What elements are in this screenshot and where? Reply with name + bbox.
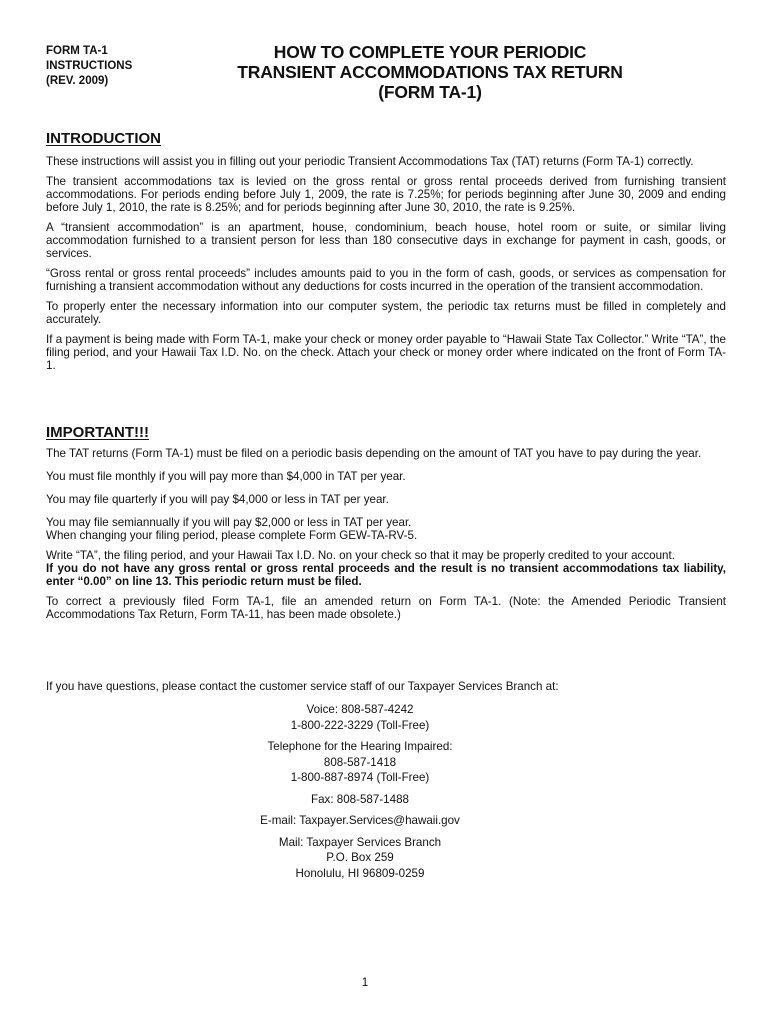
important-paragraph: The TAT returns (Form TA-1) must be filed on a periodic basis depending on the amount of TAT you have to pay during the year.: [46, 447, 702, 460]
introduction-body: [46, 155, 726, 379]
page-title: [200, 42, 660, 102]
form-number: FORM TA-1: [46, 45, 108, 57]
form-identifier: [46, 44, 132, 89]
important-bold-paragraph: If you do not have any gross rental or gross rental proceeds and the result is no transient accommodations tax liability, enter “0.00” on line 13. This periodic return must be filed.: [46, 562, 726, 588]
hearing-tollfree: 1-800-887-8974 (Toll-Free): [290, 771, 430, 784]
title-line-1: HOW TO COMPLETE YOUR PERIODIC: [273, 42, 587, 62]
mail-city: Honolulu, HI 96809-0259: [295, 866, 425, 880]
intro-paragraph: The transient accommodations tax is levied on the gross rental or gross rental proceeds derived from furnishing transient accommodations. For periods ending before July 1, 2009, the rate is 7.25%; for periods beginning after June 30, 2009 and ending before July 1, 2010, the rate is 8.25%; and for periods beginning after June 30, 2010, the rate is 9.25%.: [46, 175, 726, 214]
voice-number: Voice: 808-587-4242: [306, 703, 414, 716]
intro-paragraph: “Gross rental or gross rental proceeds” includes amounts paid to you in the form of cash, goods, or services as compensation for furnishing a transient accommodation without any deductions for costs incurred in the operation of the transient accommodation.: [46, 267, 726, 293]
voice-group: [160, 702, 560, 733]
voice-tollfree: 1-800-222-3229 (Toll-Free): [290, 718, 430, 732]
important-paragraph: When changing your filing period, please complete Form GEW-TA-RV-5.: [46, 529, 418, 542]
mail-group: [160, 835, 560, 882]
mail-recipient: Mail: Taxpayer Services Branch: [278, 835, 442, 849]
form-revision: (REV. 2009): [46, 75, 109, 87]
page-number: 1: [361, 976, 369, 989]
introduction-heading: INTRODUCTION: [46, 130, 161, 147]
important-paragraph: You may file semiannually if you will pay $2,000 or less in TAT per year.: [46, 516, 412, 529]
mail-box: P.O. Box 259: [326, 851, 394, 864]
important-paragraph: Write “TA”, the filing period, and your Hawaii Tax I.D. No. on your check so that it may be properly credited to your account.: [46, 549, 675, 562]
hearing-group: [160, 739, 560, 786]
intro-paragraph: A “transient accommodation” is an apartment, house, condominium, beach house, hotel room or suite, or similar living accommodation furnished to a transient person for less than 180 consecutive days in exchange for payment in cash, goods, or services.: [46, 221, 726, 260]
important-heading: IMPORTANT!!!: [46, 424, 150, 441]
contact-block: [160, 702, 560, 887]
intro-paragraph: If a payment is being made with Form TA-1, make your check or money order payable to “Hawaii State Tax Collector.” Write “TA”, the filing period, and your Hawaii Tax I.D. No. on the check. Attach your check or money order where indicated on the front of Form TA-1.: [46, 333, 726, 372]
fax-group: [160, 792, 560, 808]
hearing-label: Telephone for the Hearing Impaired:: [267, 740, 453, 753]
important-body: [46, 447, 726, 628]
fax-number: Fax: 808-587-1488: [311, 792, 409, 806]
contact-intro: If you have questions, please contact the customer service staff of our Taxpayer Services Branch at:: [46, 680, 559, 693]
important-paragraph: To correct a previously filed Form TA-1, file an amended return on Form TA-1. (Note: the Amended Periodic Transient Accommodations Tax Return, Form TA-11, has been made obsolete.): [46, 595, 726, 621]
title-line-3: (FORM TA-1): [378, 82, 482, 102]
important-paragraph: You must file monthly if you will pay more than $4,000 in TAT per year.: [46, 470, 406, 483]
intro-paragraph: To properly enter the necessary information into our computer system, the periodic tax returns must be filled in completely and accurately.: [46, 300, 726, 326]
email-address: E-mail: Taxpayer.Services@hawaii.gov: [260, 814, 460, 827]
important-paragraph: You may file quarterly if you will pay $4,000 or less in TAT per year.: [46, 493, 389, 506]
form-type: INSTRUCTIONS: [46, 60, 133, 72]
hearing-number: 808-587-1418: [323, 755, 397, 769]
email-group: [160, 813, 560, 829]
intro-paragraph: These instructions will assist you in filling out your periodic Transient Accommodations Tax (TAT) returns (Form TA-1) correctly.: [46, 155, 694, 168]
title-line-2: TRANSIENT ACCOMMODATIONS TAX RETURN: [237, 62, 623, 82]
